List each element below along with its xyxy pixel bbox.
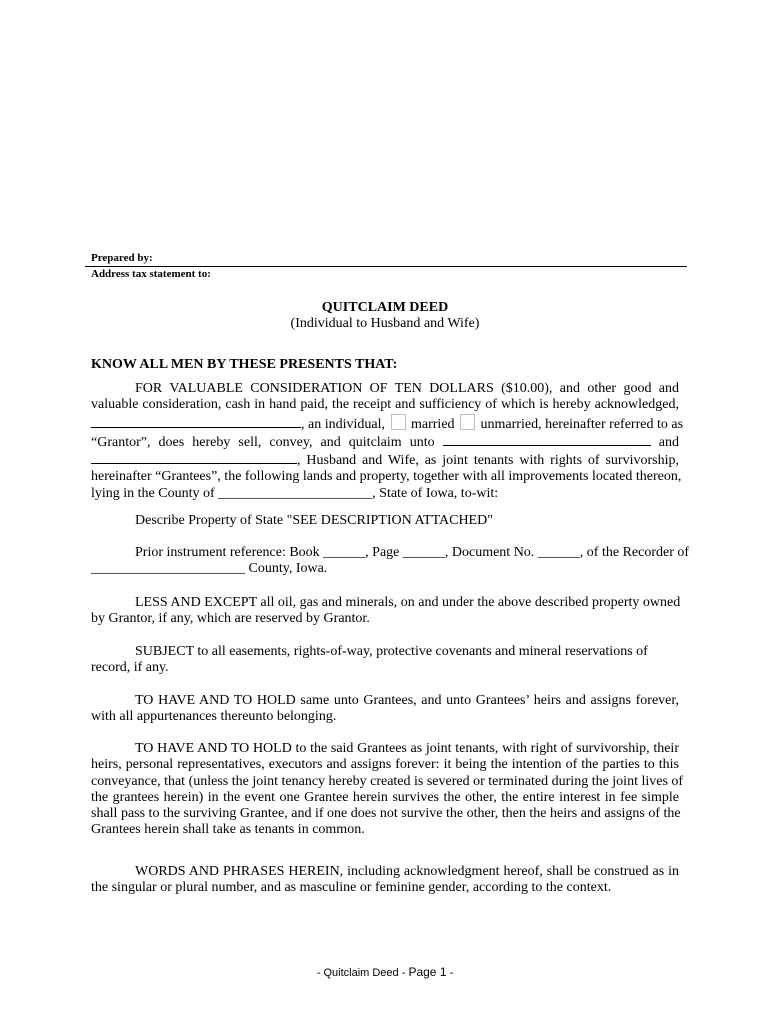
joint-line-3: conveyance, that (unless the joint tenancy hereby created is severed or terminated during the joint lives of: [91, 773, 684, 789]
describe-line: Describe Property of State "SEE DESCRIPTION ATTACHED": [135, 513, 493, 528]
joint-line-1: TO HAVE AND TO HOLD to the said Grantees as joint tenants, with right of survivorship, their: [135, 741, 679, 756]
less-except-paragraph: [91, 595, 679, 628]
grantees-name-blank[interactable]: [443, 433, 651, 446]
page-footer: [0, 965, 770, 979]
prior-line-1: Prior instrument reference: Book ______, Page ______, Document No. ______, of the Recorder of: [135, 545, 690, 560]
subject-line-2: record, if any.: [91, 660, 169, 676]
prior-line-2: ______________________ County, Iowa.: [91, 561, 328, 577]
grantees-second-blank[interactable]: [91, 451, 297, 464]
consideration-line-2: valuable consideration, cash in hand paid, the receipt and sufficiency of which is hereby acknowledged,: [91, 397, 679, 413]
words-line-1: WORDS AND PHRASES HEREIN, including acknowledgment hereof, shall be construed as in: [135, 864, 679, 879]
footer-doc-name: - Quitclaim Deed -: [316, 967, 406, 979]
unmarried-checkbox[interactable]: [460, 414, 475, 430]
footer-end-dash: -: [449, 967, 454, 979]
married-checkbox[interactable]: [391, 414, 406, 430]
property-description: [91, 513, 679, 529]
grantor-name-blank[interactable]: [91, 415, 301, 428]
footer-page-number: Page 1: [408, 965, 447, 979]
prior-instrument-paragraph: [91, 545, 690, 578]
joint-line-2: heirs, personal representatives, executors and assigns forever: it being the intention of the parties to this: [91, 757, 679, 773]
less-except-line-1: LESS AND EXCEPT all oil, gas and minerals, on and under the above described property owned: [135, 595, 681, 610]
consideration-line-3: , an individual, married unmarried, hereinafter referred to as: [91, 414, 679, 433]
joint-tenancy-paragraph: [91, 741, 684, 839]
subject-paragraph: [91, 644, 679, 677]
joint-line-5: shall pass to the surviving Grantee, and if one does not survive the other, then the heirs and assigns of the: [91, 806, 681, 822]
subject-line-1: SUBJECT to all easements, rights-of-way, protective covenants and mineral reservations of: [135, 644, 648, 659]
less-except-line-2: by Grantor, if any, which are reserved by Grantor.: [91, 611, 370, 627]
address-tax-label: Address tax statement to:: [91, 268, 211, 280]
joint-line-6: Grantees herein shall take as tenants in common.: [91, 822, 365, 838]
know-all-heading: KNOW ALL MEN BY THESE PRESENTS THAT:: [91, 357, 398, 372]
habendum-line-1: TO HAVE AND TO HOLD same unto Grantees, and unto Grantees’ heirs and assigns forever,: [135, 693, 679, 708]
prepared-by-label: Prepared by:: [91, 252, 153, 264]
habendum-line-2: with all appurtenances thereunto belonging.: [91, 709, 337, 725]
document-subtitle: (Individual to Husband and Wife): [290, 316, 480, 331]
consideration-line-6: hereinafter “Grantees”, the following lands and property, together with all improvements located thereon,: [91, 469, 682, 485]
header-divider: [85, 266, 687, 267]
joint-line-4: the grantees herein) in the event one Grantee herein survives the other, the entire interest in fee simple: [91, 789, 679, 805]
consideration-paragraph: [91, 381, 684, 502]
consideration-line-4: “Grantor”, does hereby sell, convey, and quitclaim unto and: [91, 434, 680, 450]
consideration-line-1: FOR VALUABLE CONSIDERATION OF TEN DOLLARS ($10.00), and other good and: [135, 381, 679, 396]
consideration-line-7: lying in the County of ______________________, State of Iowa, to-wit:: [91, 485, 499, 501]
words-line-2: the singular or plural number, and as masculine or feminine gender, according to the context.: [91, 880, 612, 896]
consideration-line-5: , Husband and Wife, as joint tenants with rights of survivorship,: [91, 451, 679, 469]
words-phrases-paragraph: [91, 864, 679, 897]
habendum-paragraph: [91, 693, 679, 726]
document-title: QUITCLAIM DEED: [321, 300, 449, 315]
